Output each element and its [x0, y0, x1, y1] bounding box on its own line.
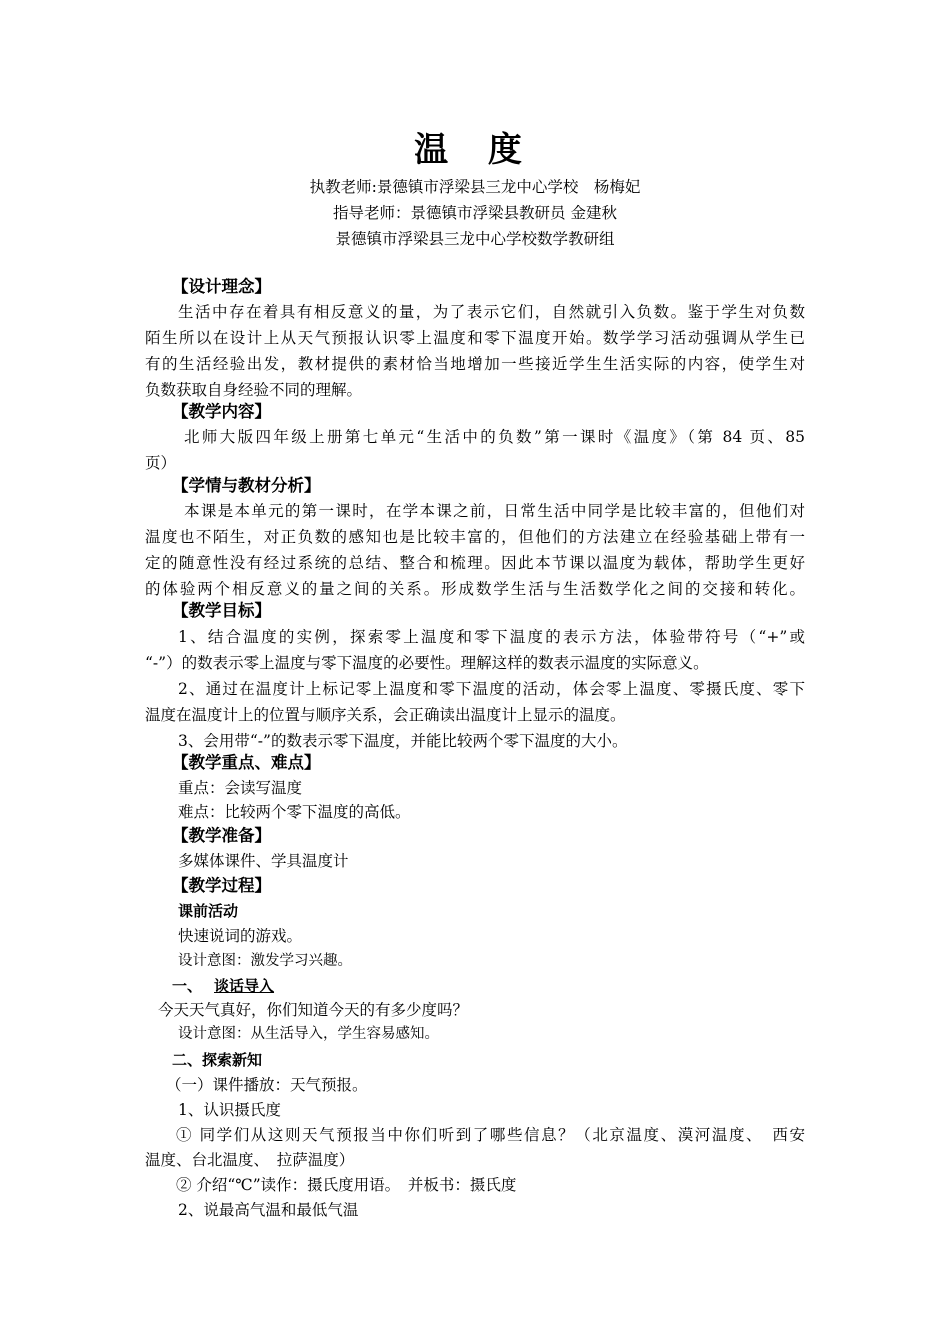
design-concept-line: 负数获取自身经验不同的理解。: [145, 381, 363, 399]
design-concept-line: 陌生所以在设计上从天气预报认识零上温度和零下温度开始。数学学习活动强调从学生已: [145, 329, 805, 347]
objectives-line: 2、通过在温度计上标记零上温度和零下温度的活动，体会零上温度、零摄氏度、零下: [178, 680, 805, 698]
objectives-line: 3、会用带“-”的数表示零下温度，并能比较两个零下温度的大小。: [178, 732, 628, 750]
section1-heading: [172, 975, 842, 997]
section1-number: 一、: [172, 977, 203, 995]
advisor-line: 指导老师：景德镇市浮梁县教研员 金建秋: [333, 204, 617, 222]
sub1-text: （一）课件播放：天气预报。: [166, 1076, 368, 1094]
section1-intent: 设计意图：从生活导入，学生容易感知。: [178, 1026, 439, 1042]
page-title: 温 度: [414, 130, 536, 170]
teaching-content-line: 北师大版四年级上册第七单元“生活中的负数”第一课时《温度》（第 84 页、85: [184, 428, 805, 446]
preparation-text: 多媒体课件、学具温度计: [178, 852, 349, 870]
key-points-heading: 【教学重点、难点】: [172, 753, 321, 772]
item2-text: 2、说最高气温和最低气温: [178, 1201, 359, 1219]
analysis-line: 定的随意性没有经过系统的总结、整合和梳理。因此本节课以温度为载体，帮助学生更好: [145, 554, 805, 572]
item1-question2: ② 介绍“℃”读作：摄氏度用语。 并板书：摄氏度: [176, 1176, 517, 1194]
item1-question1: ① 同学们从这则天气预报当中你们听到了哪些信息？（北京温度、漠河温度、 西安: [176, 1126, 805, 1144]
item1-question1-cont: 温度、台北温度、 拉萨温度）: [145, 1151, 355, 1169]
section2-heading: 二、探索新知: [172, 1051, 263, 1069]
objectives-line: 1、结合温度的实例，探索零上温度和零下温度的表示方法，体验带符号（“+”或: [178, 628, 805, 646]
pre-activity-title: 课前活动: [178, 902, 239, 920]
design-concept-line: 生活中存在着具有相反意义的量，为了表示它们，自然就引入负数。鉴于学生对负数: [178, 303, 805, 321]
analysis-heading: 【学情与教材分析】: [172, 476, 321, 495]
teaching-content-line: 页）: [145, 454, 177, 472]
group-line: 景德镇市浮梁县三龙中心学校数学教研组: [335, 230, 615, 248]
objectives-line: 温度在温度计上的位置与顺序关系，会正确读出温度计上显示的温度。: [145, 706, 626, 724]
section1-text: 今天天气真好，你们知道今天的有多少度吗？: [158, 1001, 469, 1019]
design-concept-line: 有的生活经验出发，教材提供的素材恰当地增加一些接近学生生活实际的内容，使学生对: [145, 355, 805, 373]
difficulty-text: 难点：比较两个零下温度的高低。: [178, 803, 411, 821]
process-heading: 【教学过程】: [172, 876, 271, 895]
item1-text: 1、认识摄氏度: [178, 1101, 281, 1119]
preparation-heading: 【教学准备】: [172, 826, 271, 845]
analysis-line: 的体验两个相反意义的量之间的关系。形成数学生活与生活数学化之间的交接和转化。: [145, 580, 805, 598]
analysis-line: 温度也不陌生，对正负数的感知也是比较丰富的，但他们的方法建立在经验基础上带有一: [145, 528, 805, 546]
teaching-content-heading: 【教学内容】: [172, 402, 271, 421]
design-concept-heading: 【设计理念】: [172, 277, 271, 296]
key-point-text: 重点：会读写温度: [178, 779, 303, 797]
section1-title: 谈话导入: [214, 977, 275, 995]
analysis-line: 本课是本单元的第一课时，在学本课之前，日常生活中同学是比较丰富的，但他们对: [184, 502, 805, 520]
teacher-line: 执教老师:景德镇市浮梁县三龙中心学校 杨梅妃: [309, 178, 641, 196]
objectives-heading: 【教学目标】: [172, 601, 271, 620]
pre-activity-text: 快速说词的游戏。: [178, 927, 303, 945]
objectives-line: “-”）的数表示零上温度与零下温度的必要性。理解这样的数表示温度的实际意义。: [145, 654, 709, 672]
pre-activity-intent: 设计意图：激发学习兴趣。: [178, 953, 352, 969]
